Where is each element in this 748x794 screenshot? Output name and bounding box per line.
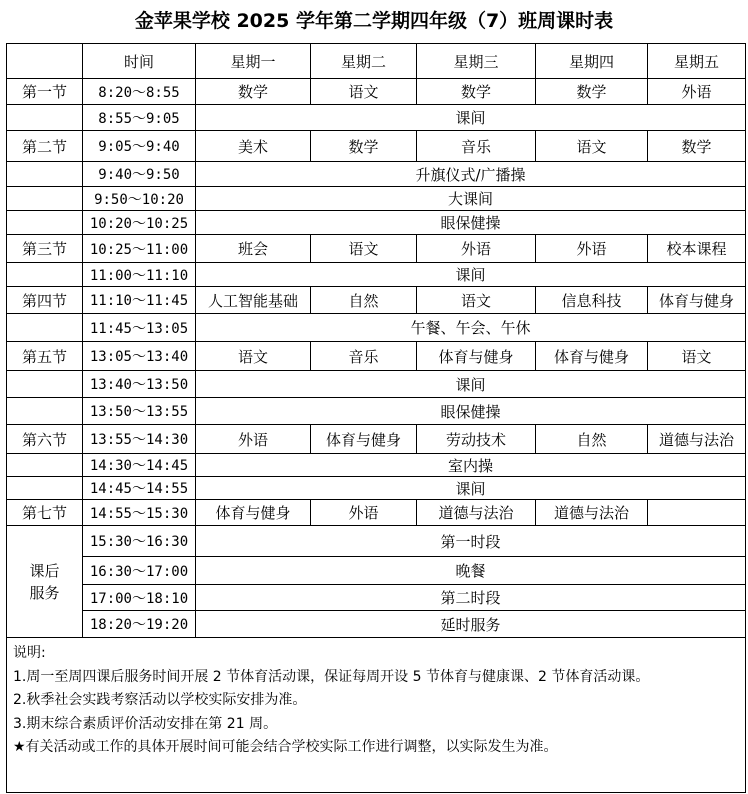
time-range: 14:55～15:30	[83, 500, 196, 526]
table-row	[7, 287, 746, 314]
class-cell: 体育与健身	[311, 425, 417, 454]
class-cell: 体育与健身	[536, 342, 648, 371]
time-range: 14:45～14:55	[83, 477, 196, 500]
notes-heading: 说明:	[13, 645, 46, 661]
note-item: 2.秋季社会实践考察活动以学校实际安排为准。	[13, 692, 307, 708]
period-label	[7, 454, 83, 477]
class-cell: 体育与健身	[417, 342, 536, 371]
time-range: 9:40～9:50	[83, 162, 196, 187]
class-cell: 语文	[536, 131, 648, 162]
after-school-activity: 延时服务	[196, 611, 746, 638]
table-row	[7, 162, 746, 187]
class-cell: 语文	[196, 342, 311, 371]
break-activity: 课间	[196, 263, 746, 287]
class-cell: 音乐	[417, 131, 536, 162]
table-row	[7, 398, 746, 425]
period-label: 第一节	[7, 79, 83, 105]
class-cell: 自然	[311, 287, 417, 314]
table-row	[7, 477, 746, 500]
table-row	[7, 371, 746, 398]
break-activity: 室内操	[196, 454, 746, 477]
table-row	[7, 131, 746, 162]
class-cell: 班会	[196, 235, 311, 263]
table-row	[7, 342, 746, 371]
header-row	[7, 44, 746, 79]
time-range: 11:45～13:05	[83, 314, 196, 342]
time-range: 14:30～14:45	[83, 454, 196, 477]
time-range: 17:00～18:10	[83, 585, 196, 611]
time-range: 10:20～10:25	[83, 211, 196, 235]
notes-box	[7, 638, 746, 793]
time-range: 13:05～13:40	[83, 342, 196, 371]
after-school-row	[7, 557, 746, 585]
period-label: 第七节	[7, 500, 83, 526]
header-day-fri: 星期五	[648, 44, 746, 79]
period-label	[7, 371, 83, 398]
time-range: 10:25～11:00	[83, 235, 196, 263]
header-day-thu: 星期四	[536, 44, 648, 79]
class-cell: 音乐	[311, 342, 417, 371]
period-label	[7, 162, 83, 187]
period-label: 第二节	[7, 131, 83, 162]
time-range: 13:40～13:50	[83, 371, 196, 398]
class-cell: 语文	[311, 235, 417, 263]
class-cell: 体育与健身	[196, 500, 311, 526]
table-row	[7, 211, 746, 235]
note-item: 1.周一至周四课后服务时间开展 2 节体育活动课，保证每周开设 5 节体育与健康课、2 节体育活动课。	[13, 668, 650, 685]
table-row	[7, 187, 746, 211]
class-cell: 外语	[648, 79, 746, 105]
class-cell: 劳动技术	[417, 425, 536, 454]
table-row	[7, 235, 746, 263]
after-school-row	[7, 611, 746, 638]
after-school-row	[7, 526, 746, 557]
class-cell: 外语	[196, 425, 311, 454]
class-cell: 外语	[536, 235, 648, 263]
period-label: 第三节	[7, 235, 83, 263]
period-label	[7, 398, 83, 425]
period-label	[7, 211, 83, 235]
time-range: 11:00～11:10	[83, 263, 196, 287]
class-cell: 数学	[311, 131, 417, 162]
class-cell: 数学	[536, 79, 648, 105]
table-row	[7, 500, 746, 526]
header-time: 时间	[83, 44, 196, 79]
time-range: 16:30～17:00	[83, 557, 196, 585]
time-range: 8:20～8:55	[83, 79, 196, 105]
class-cell: 道德与法治	[648, 425, 746, 454]
break-activity: 课间	[196, 105, 746, 131]
table-row	[7, 425, 746, 454]
class-cell: 体育与健身	[648, 287, 746, 314]
notes-row	[7, 638, 746, 793]
time-range: 18:20～19:20	[83, 611, 196, 638]
period-label: 第五节	[7, 342, 83, 371]
period-label: 第六节	[7, 425, 83, 454]
time-range: 11:10～11:45	[83, 287, 196, 314]
break-activity: 大课间	[196, 187, 746, 211]
period-label	[7, 105, 83, 131]
header-day-tue: 星期二	[311, 44, 417, 79]
break-activity: 眼保健操	[196, 211, 746, 235]
break-activity: 升旗仪式/广播操	[196, 162, 746, 187]
table-row	[7, 79, 746, 105]
after-school-label-line: 课后	[29, 561, 60, 580]
time-range: 9:05～9:40	[83, 131, 196, 162]
time-range: 8:55～9:05	[83, 105, 196, 131]
class-cell: 语文	[311, 79, 417, 105]
period-label	[7, 187, 83, 211]
after-school-activity: 第二时段	[196, 585, 746, 611]
class-cell: 数学	[196, 79, 311, 105]
period-label	[7, 263, 83, 287]
after-school-label	[7, 526, 83, 638]
class-cell: 校本课程	[648, 235, 746, 263]
class-cell: 外语	[311, 500, 417, 526]
header-day-mon: 星期一	[196, 44, 311, 79]
break-activity: 眼保健操	[196, 398, 746, 425]
after-school-activity: 晚餐	[196, 557, 746, 585]
table-row	[7, 314, 746, 342]
break-activity: 午餐、午会、午休	[196, 314, 746, 342]
timetable	[6, 43, 746, 793]
note-item: 3.期末综合素质评价活动安排在第 21 周。	[13, 715, 278, 732]
header-period	[7, 44, 83, 79]
note-item-star: ★有关活动或工作的具体开展时间可能会结合学校实际工作进行调整，以实际发生为准。	[13, 739, 558, 755]
time-range: 9:50～10:20	[83, 187, 196, 211]
table-row	[7, 105, 746, 131]
class-cell: 语文	[648, 342, 746, 371]
class-cell: 道德与法治	[536, 500, 648, 526]
class-cell: 道德与法治	[417, 500, 536, 526]
header-day-wed: 星期三	[417, 44, 536, 79]
class-cell: 数学	[648, 131, 746, 162]
table-row	[7, 454, 746, 477]
table-row	[7, 263, 746, 287]
time-range: 15:30～16:30	[83, 526, 196, 557]
class-cell: 人工智能基础	[196, 287, 311, 314]
break-activity: 课间	[196, 371, 746, 398]
period-label: 第四节	[7, 287, 83, 314]
class-cell: 信息科技	[536, 287, 648, 314]
period-label	[7, 477, 83, 500]
class-cell: 数学	[417, 79, 536, 105]
page-title: 金苹果学校 2025 学年第二学期四年级（7）班周课时表	[134, 10, 614, 32]
class-cell: 外语	[417, 235, 536, 263]
class-cell: 自然	[536, 425, 648, 454]
class-cell: 美术	[196, 131, 311, 162]
after-school-row	[7, 585, 746, 611]
time-range: 13:50～13:55	[83, 398, 196, 425]
time-range: 13:55～14:30	[83, 425, 196, 454]
after-school-activity: 第一时段	[196, 526, 746, 557]
class-cell: 语文	[417, 287, 536, 314]
period-label	[7, 314, 83, 342]
after-school-label-line: 服务	[29, 583, 60, 602]
class-cell	[648, 500, 746, 526]
break-activity: 课间	[196, 477, 746, 500]
